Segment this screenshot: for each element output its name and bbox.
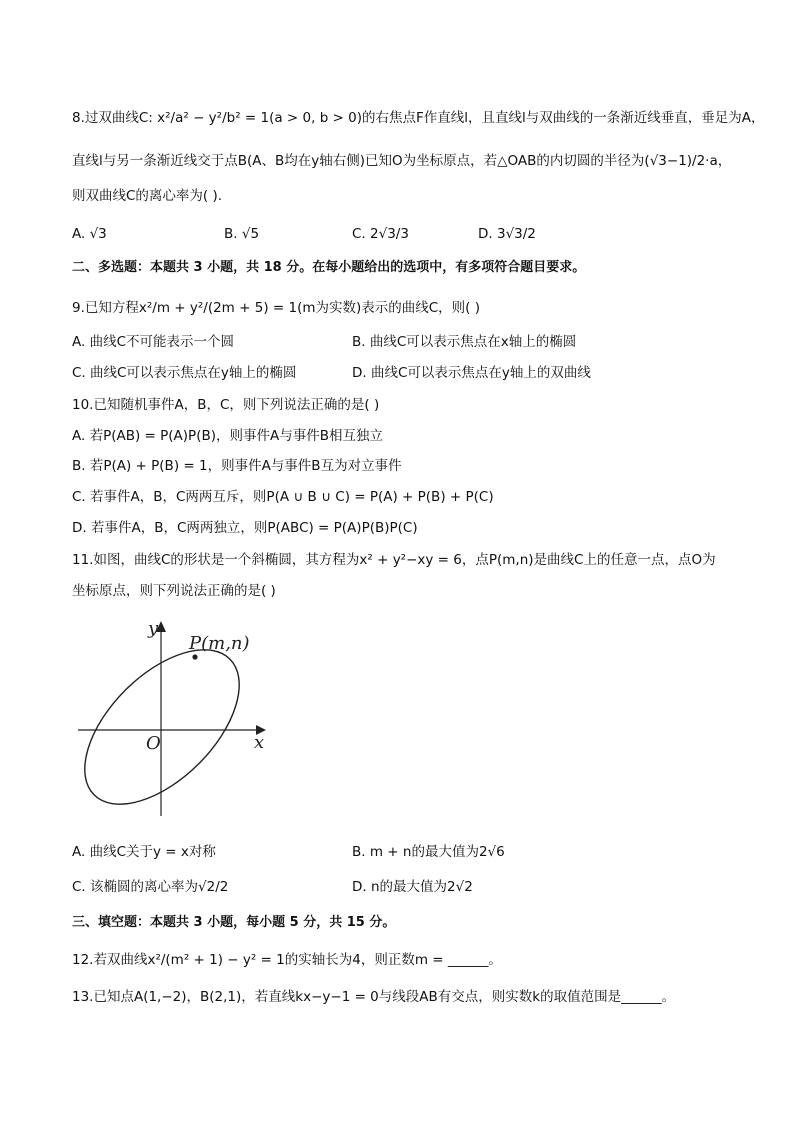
point-p-label: P(m,n) [189,633,250,654]
q8-option-a: A. √3 [72,226,107,242]
q8-option-d: D. 3√3/2 [478,226,536,242]
q11-option-b: B. m + n的最大值为2√6 [352,844,505,860]
q10-option-d: D. 若事件A，B，C两两独立，则P(ABC) = P(A)P(B)P(C) [72,520,418,536]
q8-line-3: 则双曲线C的离心率为( ). [72,188,223,204]
q10-option-c: C. 若事件A，B，C两两互斥，则P(A ∪ B ∪ C) = P(A) + P(B) + P(C) [72,489,494,505]
section-fill-in-heading: 三、填空题：本题共 3 小题，每小题 5 分，共 15 分。 [72,915,396,930]
origin-label: O [146,733,161,754]
q13-text: 13.已知点A(1,−2)，B(2,1)，若直线kx−y−1 = 0与线段AB有交点，则实数k的取值范围是______。 [72,989,676,1005]
q10-option-a: A. 若P(AB) = P(A)P(B)，则事件A与事件B相互独立 [72,428,383,444]
q11-option-c: C. 该椭圆的离心率为√2/2 [72,879,229,895]
q11-line-2: 坐标原点，则下列说法正确的是( ) [72,583,276,599]
q11-option-d: D. n的最大值为2√2 [352,879,473,895]
section-multiple-choice-heading: 二、多选题：本题共 3 小题，共 18 分。在每小题给出的选项中，有多项符合题目要求。 [72,260,586,275]
point-p-marker [192,654,197,659]
x-axis-label: x [254,732,265,753]
y-axis-label: y [148,618,159,639]
q8-option-c: C. 2√3/3 [352,226,409,242]
q8-option-b: B. √5 [224,226,260,242]
q10-option-b: B. 若P(A) + P(B) = 1，则事件A与事件B互为对立事件 [72,458,402,474]
q9-option-a: A. 曲线C不可能表示一个圆 [72,334,235,350]
q9-stem: 9.已知方程x²/m + y²/(2m + 5) = 1(m为实数)表示的曲线C，则( ) [72,300,480,316]
q8-line-1: 8.过双曲线C: x²/a² − y²/b² = 1(a > 0, b > 0)的右焦点F作直线l，且直线l与双曲线的一条渐近线垂直，垂足为A， [72,110,765,126]
q11-option-a: A. 曲线C关于y = x对称 [72,844,216,860]
q12-text: 12.若双曲线x²/(m² + 1) − y² = 1的实轴长为4，则正数m = ______。 [72,952,502,968]
q10-stem: 10.已知随机事件A，B，C，则下列说法正确的是( ) [72,397,380,413]
q8-line-2: 直线l与另一条渐近线交于点B(A、B均在y轴右侧)已知O为坐标原点，若△OAB的内切圆的半径为(√3−1)/2·a， [72,153,732,169]
q9-option-b: B. 曲线C可以表示焦点在x轴上的椭圆 [352,334,577,350]
q11-ellipse-figure [72,612,282,822]
q9-option-d: D. 曲线C可以表示焦点在y轴上的双曲线 [352,365,591,381]
q9-option-c: C. 曲线C可以表示焦点在y轴上的椭圆 [72,365,297,381]
q11-line-1: 11.如图，曲线C的形状是一个斜椭圆，其方程为x² + y²−xy = 6，点P(m,n)是曲线C上的任意一点，点O为 [72,552,716,568]
